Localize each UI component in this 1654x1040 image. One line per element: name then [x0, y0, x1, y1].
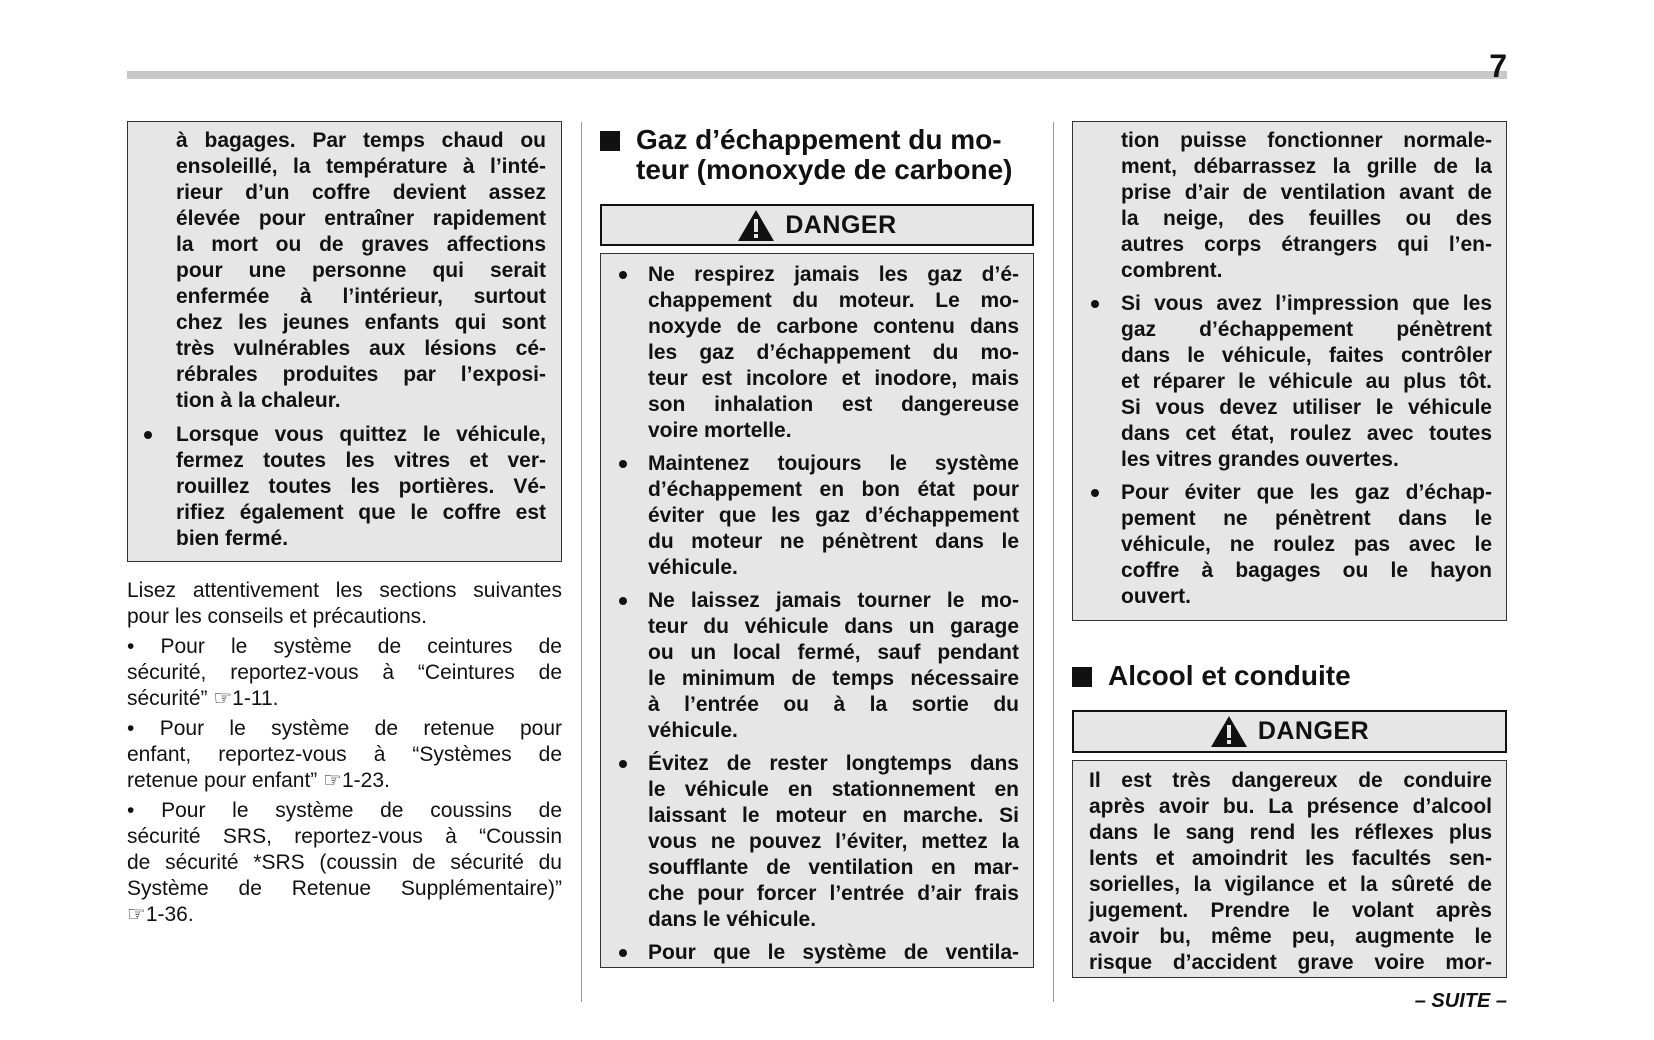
text-line: prise d’air de ventilation avant de [1121, 181, 1492, 204]
bullet-item [648, 940, 1019, 966]
bullet-icon [144, 431, 152, 439]
text-line: Si vous avez l’impression que les [1121, 292, 1492, 315]
text-line: les vitres grandes ouvertes. [1121, 448, 1399, 471]
text-line: Maintenez toujours le système [648, 452, 1019, 475]
text-line: chez les jeunes enfants qui sont [176, 311, 546, 334]
text-line: ☞1-36. [127, 903, 194, 926]
text-line: sorielles, la vigilance et la sûreté de [1089, 873, 1492, 896]
text-line: fermez toutes les vitres et ver- [176, 449, 546, 472]
bullet-item [648, 588, 1019, 744]
paragraph [127, 634, 562, 712]
text-line: pour les conseils et précautions. [127, 605, 427, 628]
continued-footer: – SUITE – [1414, 990, 1507, 1012]
danger-label: DANGER [785, 210, 897, 239]
text-line: lents et amoindrit les facultés sen- [1089, 847, 1492, 870]
text-line: dans le sang rend les réflexes plus [1089, 821, 1492, 844]
text-line: enfant, reportez-vous à “Systèmes de [127, 743, 562, 766]
danger-box-exhaust-continued [1072, 121, 1507, 621]
paragraph [176, 128, 546, 414]
text-line: véhicule, ne roulez pas avec le [1121, 533, 1492, 556]
danger-header [600, 204, 1034, 246]
text-line: ensoleillé, la température à l’inté- [176, 155, 546, 178]
text-line: rouillez toutes les portières. Vé- [176, 475, 546, 498]
bullet-item [1121, 480, 1492, 610]
text-line: dans cet état, roulez avec toutes [1121, 422, 1492, 445]
text-line: très vulnérables aux lésions cé- [176, 337, 546, 360]
text-line: jugement. Prendre le volant après [1089, 899, 1492, 922]
text-line: à l’entrée ou à la sortie du [648, 693, 1019, 716]
text-line: che pour forcer l’entrée d’air frais [648, 882, 1019, 905]
text-line: éviter que les gaz d’échappement [648, 504, 1019, 527]
text-line: tion puisse fonctionner normale- [1121, 129, 1492, 152]
text-line: Si vous devez utiliser le véhicule [1121, 396, 1492, 419]
warning-box-continued [127, 121, 562, 562]
text-line: Système de Retenue Supplémentaire)” [127, 877, 562, 900]
text-line: Évitez de rester longtemps dans [648, 752, 1019, 775]
paragraph [127, 716, 562, 794]
text-line: Il est très dangereux de conduire [1089, 769, 1492, 792]
text-line: rifiez également que le coffre est [176, 501, 546, 524]
bullet-item [1121, 291, 1492, 473]
text-line: rébrales produites par l’exposi- [176, 363, 546, 386]
bullet-icon [1091, 300, 1099, 308]
paragraph [1121, 128, 1492, 284]
text-line: les gaz d’échappement du mo- [648, 341, 1019, 364]
text-line: Lisez attentivement les sections suivantes [127, 579, 562, 602]
text-line: du moteur ne pénètrent dans le [648, 530, 1019, 553]
danger-header [1072, 710, 1507, 753]
text-line: pour une personne qui serait [176, 259, 546, 282]
text-line: dans le véhicule. [648, 908, 817, 931]
warning-triangle-icon [1210, 715, 1248, 748]
danger-box-alcohol [1072, 760, 1507, 978]
text-line: d’échappement en bon état pour [648, 478, 1019, 501]
text-line: de sécurité *SRS (coussin de sécurité du [127, 851, 562, 874]
text-line: pement ne pénètrent dans le [1121, 507, 1492, 530]
text-line: vous ne pouvez l’éviter, mettez la [648, 830, 1019, 853]
bullet-icon [1091, 489, 1099, 497]
text-line: gaz d’échappement pénètrent [1121, 318, 1492, 341]
text-line: élevée pour entraîner rapidement [176, 207, 546, 230]
bullet-icon [619, 271, 627, 279]
text-line: dans le véhicule, faites contrôler [1121, 344, 1492, 367]
text-line: • Pour le système de coussins de [127, 799, 562, 822]
text-line: soufflante de ventilation en mar- [648, 856, 1019, 879]
text-line: • Pour le système de retenue pour [127, 717, 562, 740]
column-divider [1053, 122, 1054, 1002]
section-square-icon [600, 131, 620, 151]
text-line: retenue pour enfant” ☞1-23. [127, 769, 390, 792]
text-line: Lorsque vous quittez le véhicule, [176, 423, 546, 446]
text-line: après avoir bu. La présence d’alcool [1089, 795, 1492, 818]
text-line: • Pour le système de ceintures de [127, 635, 562, 658]
header-rule [127, 71, 1507, 79]
text-line: tion à la chaleur. [176, 389, 341, 412]
text-line: combrent. [1121, 259, 1223, 282]
text-line: avoir bu, même peu, augmente le [1089, 925, 1492, 948]
heading-line: Gaz d’échappement du mo- [636, 124, 1002, 155]
text-line: enfermée à l’intérieur, surtout [176, 285, 546, 308]
text-line: autres corps étrangers qui l’en- [1121, 233, 1492, 256]
text-line: Pour éviter que les gaz d’échap- [1121, 481, 1492, 504]
danger-label: DANGER [1257, 717, 1370, 745]
text-line: la neige, des feuilles ou des [1121, 207, 1492, 230]
text-line: coffre à bagages ou le hayon [1121, 559, 1492, 582]
text-line: véhicule. [648, 719, 738, 742]
text-line: bien fermé. [176, 527, 289, 550]
text-line: noxyde de carbone contenu dans [648, 315, 1019, 338]
text-line: ou un local fermé, sauf pendant [648, 641, 1019, 664]
text-line: sécurité” ☞1-11. [127, 687, 279, 710]
bullet-icon [619, 760, 627, 768]
text-line: Pour que le système de ventila- [648, 941, 1019, 964]
bullet-item [648, 262, 1019, 444]
text-line: teur est incolore et inodore, mais [648, 367, 1019, 390]
bullet-icon [619, 597, 627, 605]
section-heading-alcohol [1072, 661, 1351, 691]
text-line: véhicule. [648, 556, 738, 579]
text-line: voire mortelle. [648, 419, 792, 442]
text-line: ouvert. [1121, 585, 1192, 608]
bullet-item [648, 751, 1019, 933]
heading-line: Alcool et conduite [1108, 660, 1351, 691]
bullet-item [176, 422, 546, 552]
text-line: laissant le moteur en marche. Si [648, 804, 1019, 827]
text-line: Ne respirez jamais les gaz d’é- [648, 263, 1019, 286]
text-line: sécurité, reportez-vous à “Ceintures de [127, 661, 562, 684]
text-line: chappement du moteur. Le mo- [648, 289, 1019, 312]
text-line: rieur d’un coffre devient assez [176, 181, 546, 204]
text-line: le véhicule en stationnement en [648, 778, 1019, 801]
paragraph [127, 798, 562, 928]
text-line: sécurité SRS, reportez-vous à “Coussin [127, 825, 562, 848]
text-line: la mort ou de graves affections [176, 233, 546, 256]
bullet-icon [619, 460, 627, 468]
column-divider [581, 122, 582, 1002]
bullet-icon [619, 949, 627, 957]
text-line: risque d’accident grave voire mor- [1089, 951, 1492, 974]
paragraph [127, 578, 562, 630]
text-line: Ne laissez jamais tourner le mo- [648, 589, 1019, 612]
text-line: ment, débarrassez la grille de la [1121, 155, 1492, 178]
warning-triangle-icon [737, 209, 775, 242]
section-heading-exhaust [600, 125, 1013, 185]
text-line: et réparer le véhicule au plus tôt. [1121, 370, 1492, 393]
text-line: son inhalation est dangereuse [648, 393, 1019, 416]
danger-box-exhaust [600, 253, 1034, 968]
text-line: teur du véhicule dans un garage [648, 615, 1019, 638]
page-number: 7 [1489, 48, 1507, 84]
section-square-icon [1072, 667, 1092, 687]
heading-line: teur (monoxyde de carbone) [636, 154, 1013, 185]
text-line: le minimum de temps nécessaire [648, 667, 1019, 690]
paragraph [1089, 768, 1492, 976]
text-line: à bagages. Par temps chaud ou [176, 129, 546, 152]
bullet-item [648, 451, 1019, 581]
